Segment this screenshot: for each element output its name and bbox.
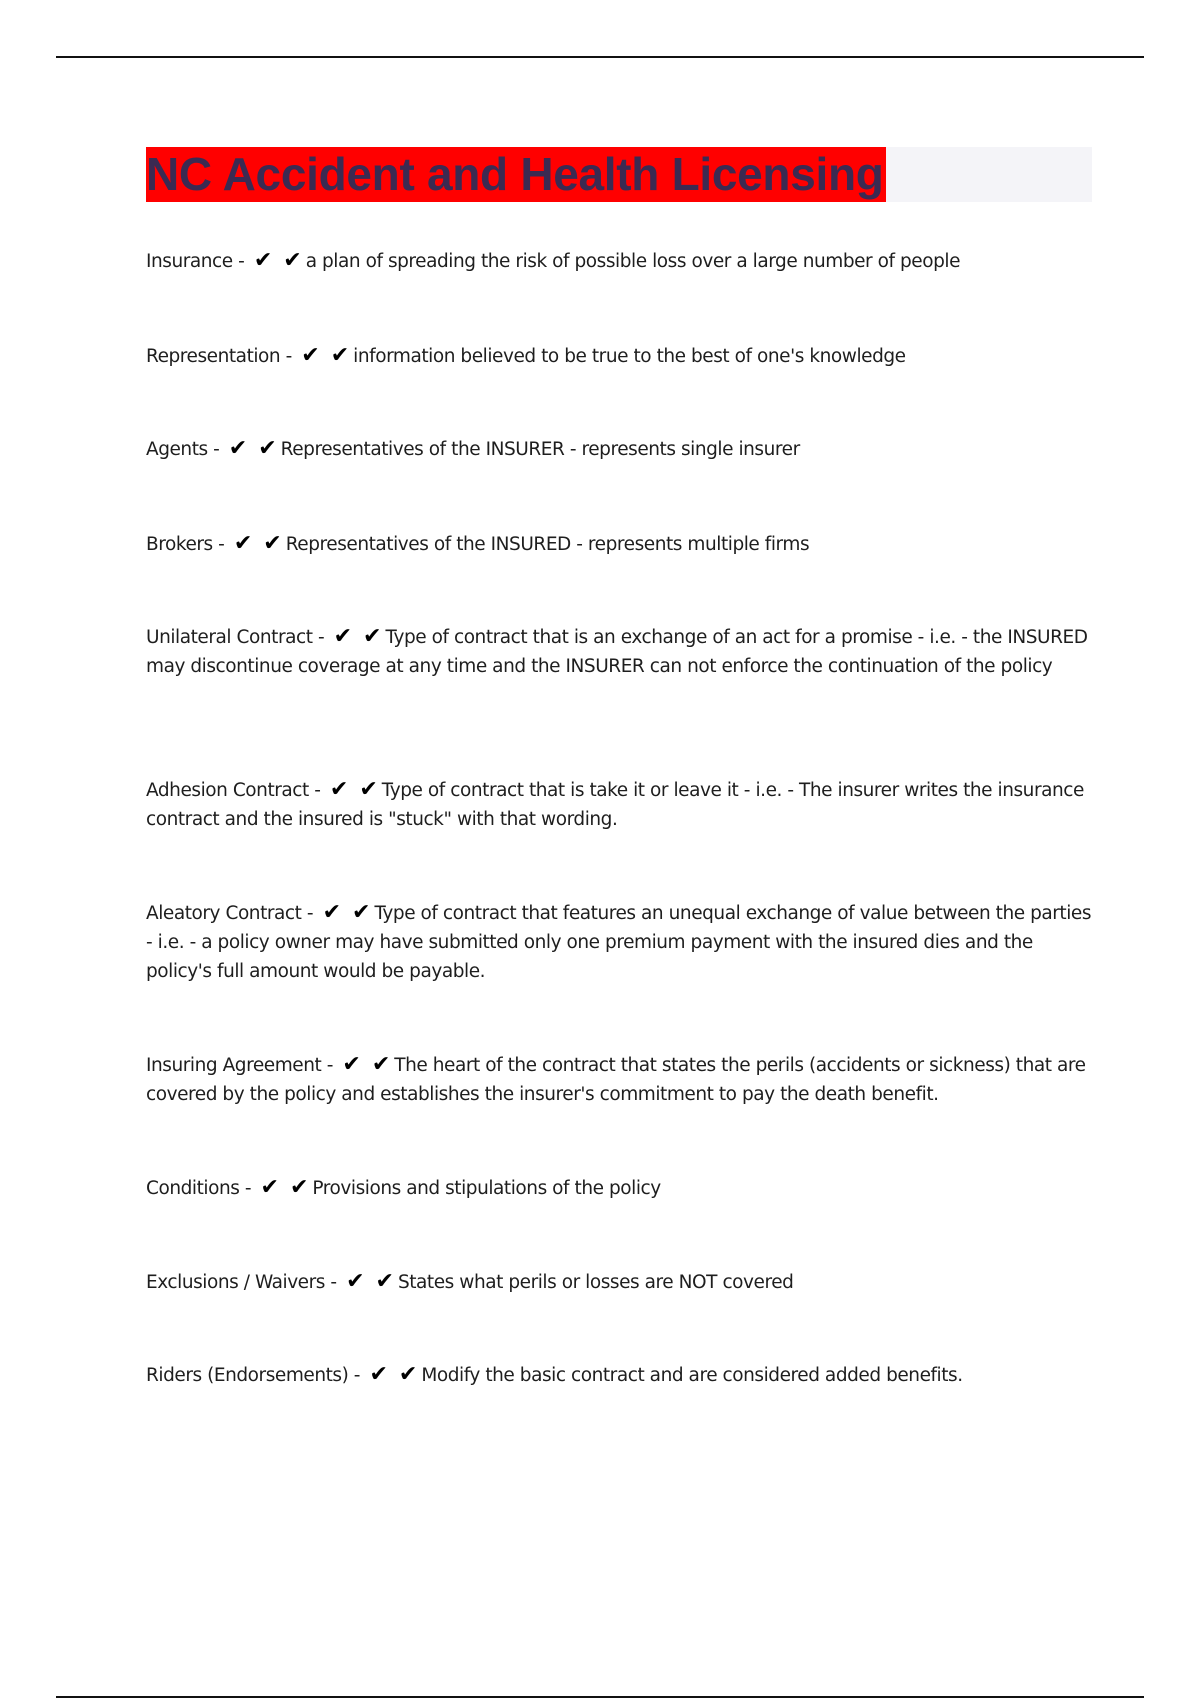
entry-separator: - xyxy=(312,627,330,648)
definition-entry xyxy=(146,623,1092,681)
entry-term: Exclusions / Waivers xyxy=(146,1272,325,1293)
definition-entry xyxy=(146,899,1092,986)
entry-term: Aleatory Contract xyxy=(146,903,302,924)
double-check-icon: ✔ ✔ xyxy=(260,1175,311,1200)
definition-entry xyxy=(146,1268,1092,1297)
entry-term: Brokers xyxy=(146,534,213,555)
entry-term: Insurance xyxy=(146,251,233,272)
entry-definition: States what perils or losses are NOT covered xyxy=(397,1272,794,1293)
entry-definition: information believed to be true to the best of one's knowledge xyxy=(353,346,906,367)
entry-term: Conditions xyxy=(146,1178,240,1199)
entry-separator: - xyxy=(301,903,319,924)
double-check-icon: ✔ ✔ xyxy=(322,900,373,925)
double-check-icon: ✔ ✔ xyxy=(342,1052,393,1077)
page-title: NC Accident and Health Licensing xyxy=(146,148,884,200)
entry-term: Riders (Endorsements) xyxy=(146,1365,349,1386)
double-check-icon: ✔ ✔ xyxy=(228,436,279,461)
entry-term: Agents xyxy=(146,439,208,460)
entry-term: Insuring Agreement xyxy=(146,1055,322,1076)
entry-definition: a plan of spreading the risk of possible loss over a large number of people xyxy=(305,251,961,272)
double-check-icon: ✔ ✔ xyxy=(369,1362,420,1387)
entry-separator: - xyxy=(280,346,298,367)
definition-entry xyxy=(146,1361,1092,1390)
entry-separator: - xyxy=(207,439,225,460)
entry-definition: Type of contract that is take it or leave it - i.e. - The insurer writes the insurance contract and the insured is "stuck" with that wording. xyxy=(146,780,1084,830)
definition-entry xyxy=(146,435,1092,464)
entry-separator: - xyxy=(239,1178,257,1199)
double-check-icon: ✔ ✔ xyxy=(233,531,284,556)
entry-definition: Representatives of the INSURED - represents multiple firms xyxy=(285,534,810,555)
definition-entry xyxy=(146,1174,1092,1203)
bottom-rule xyxy=(56,1696,1144,1698)
definition-entry xyxy=(146,1051,1092,1109)
entry-definition: The heart of the contract that states the perils (accidents or sickness) that are covered by the policy and establishes the insurer's commitment to pay the death benefit. xyxy=(146,1055,1086,1105)
definition-entry xyxy=(146,776,1092,834)
definition-entry xyxy=(146,342,1092,371)
entry-term: Representation xyxy=(146,346,281,367)
entry-separator: - xyxy=(321,1055,339,1076)
double-check-icon: ✔ ✔ xyxy=(346,1269,396,1294)
entry-term: Unilateral Contract xyxy=(146,627,313,648)
entry-definition: Type of contract that is an exchange of an act for a promise - i.e. - the INSURED may discontinue coverage at any time and the INSURER can not enforce the continuation of the policy xyxy=(146,627,1088,677)
double-check-icon: ✔ ✔ xyxy=(301,343,352,368)
entry-definition: Type of contract that features an unequal exchange of value between the parties - i.e. - a policy owner may have submitted only one premium payment with the insured dies and the policy's full amount would be payable. xyxy=(146,903,1092,982)
definition-entry xyxy=(146,530,1092,559)
definition-entry xyxy=(146,247,1092,276)
top-rule xyxy=(56,56,1144,58)
entry-separator: - xyxy=(348,1365,366,1386)
entry-separator: - xyxy=(232,251,250,272)
double-check-icon: ✔ ✔ xyxy=(333,624,384,649)
double-check-icon: ✔ ✔ xyxy=(253,248,304,273)
entry-term: Adhesion Contract xyxy=(146,780,309,801)
entry-definition: Modify the basic contract and are considered added benefits. xyxy=(421,1365,963,1386)
entry-definition: Provisions and stipulations of the policy xyxy=(312,1178,661,1199)
entry-separator: - xyxy=(308,780,326,801)
entry-separator: - xyxy=(324,1272,343,1293)
entry-definition: Representatives of the INSURER - represents single insurer xyxy=(280,439,800,460)
entry-separator: - xyxy=(212,534,230,555)
double-check-icon: ✔ ✔ xyxy=(329,777,380,802)
